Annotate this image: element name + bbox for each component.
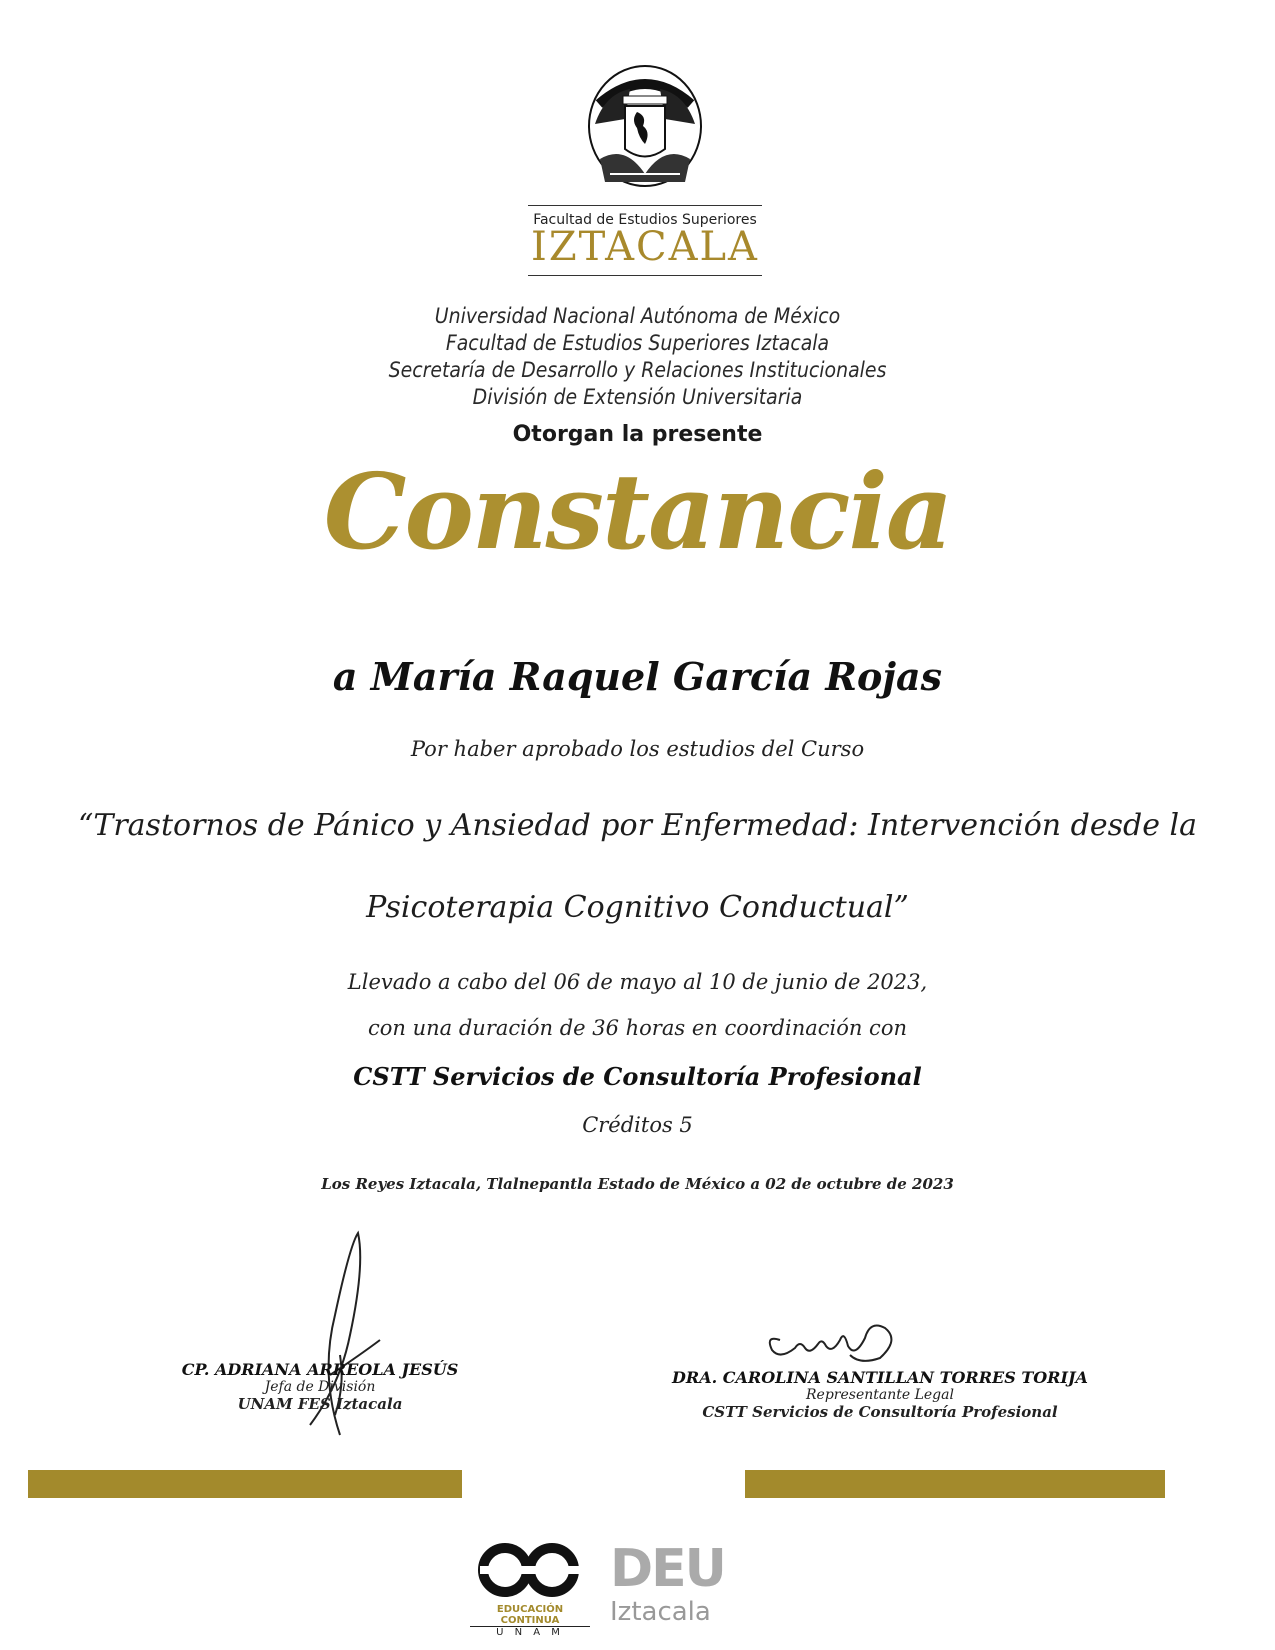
deu-logo xyxy=(610,1540,730,1640)
signatory-role: Representante Legal xyxy=(806,1387,954,1403)
signatory-name: DRA. CAROLINA SANTILLAN TORRES TORIJA xyxy=(672,1368,1088,1387)
place-date-text: Los Reyes Iztacala, Tlalnepantla Estado de México a 02 de octubre de 2023 xyxy=(321,1175,954,1193)
institution-line: Secretaría de Desarrollo y Relaciones Institucionales xyxy=(388,358,887,382)
organization-name: CSTT Servicios de Consultoría Profesional xyxy=(353,1062,922,1091)
footer-gold-bar-right xyxy=(745,1470,1165,1498)
deu-wordmark: DEU xyxy=(610,1539,725,1599)
ec-circles-icon xyxy=(470,1540,590,1600)
institution-line: División de Extensión Universitaria xyxy=(472,385,803,409)
signatory-left xyxy=(150,1360,490,1413)
institution-line: Universidad Nacional Autónoma de México xyxy=(434,304,841,328)
unam-seal-logo xyxy=(585,64,705,194)
fes-iztacala-wordmark: IZTACALA xyxy=(531,224,759,270)
credits-text: Créditos 5 xyxy=(582,1113,693,1137)
certificate-title: Constancia xyxy=(323,450,952,573)
ec-sub: U N A M xyxy=(470,1626,590,1638)
signatory-role: Jefa de División xyxy=(264,1379,376,1395)
fes-subtitle: Facultad de Estudios Superiores xyxy=(533,212,757,228)
footer-gold-bar-left xyxy=(28,1470,462,1498)
ec-label: EDUCACIÓN CONTINUA xyxy=(496,1604,564,1626)
duration-text: con una duración de 36 horas en coordinación con xyxy=(368,1016,907,1040)
signatory-org: CSTT Servicios de Consultoría Profesional xyxy=(702,1403,1058,1421)
dates-text: Llevado a cabo del 06 de mayo al 10 de junio de 2023, xyxy=(347,970,928,994)
institution-line: Facultad de Estudios Superiores Iztacala xyxy=(445,331,830,355)
otorgan-heading: Otorgan la presente xyxy=(512,422,763,447)
fes-rule-top xyxy=(528,205,762,206)
fes-rule-bottom xyxy=(528,275,762,276)
signatory-right xyxy=(660,1368,1100,1421)
signatory-org: UNAM FES Iztacala xyxy=(237,1395,403,1413)
educacion-continua-logo xyxy=(470,1540,590,1640)
deu-sub: Iztacala xyxy=(610,1597,711,1627)
course-title-line1: “Trastornos de Pánico y Ansiedad por Enfermedad: Intervención desde la xyxy=(77,808,1197,843)
reason-text: Por haber aprobado los estudios del Curso xyxy=(410,737,865,761)
signature-right xyxy=(760,1310,910,1370)
recipient-name: a María Raquel García Rojas xyxy=(332,654,943,699)
course-title-line2: Psicoterapia Cognitivo Conductual” xyxy=(366,890,909,925)
signatory-name: CP. ADRIANA ARREOLA JESÚS xyxy=(181,1360,459,1379)
